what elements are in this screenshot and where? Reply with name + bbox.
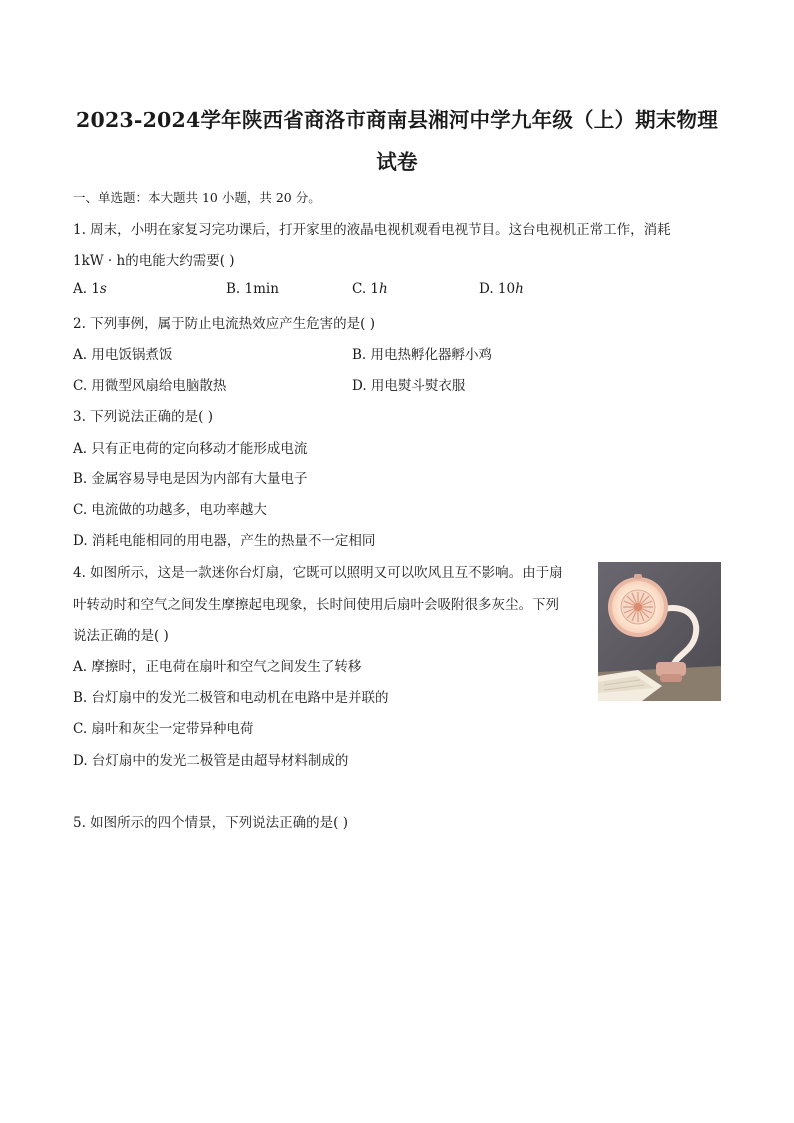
q3-option-c: C. 电流做的功越多，电功率越大	[73, 502, 267, 518]
q5-stem: 5. 如图所示的四个情景，下列说法正确的是( )	[73, 815, 348, 831]
exam-title-line1: 2023-2024学年陕西省商洛市商南县湘河中学九年级（上）期末物理	[76, 108, 718, 132]
q1-option-c: C. 1h	[352, 281, 388, 297]
q1-stem-line1: 1. 周末，小明在家复习完功课后，打开家里的液晶电视机观看电视节目。这台电视机正常工作，消耗	[73, 222, 671, 238]
q3-option-a: A. 只有正电荷的定向移动才能形成电流	[73, 441, 308, 457]
q1-option-b: B. 1min	[226, 281, 279, 297]
q4-stem-line3: 说法正确的是( )	[73, 628, 169, 644]
q2-stem: 2. 下列事例，属于防止电流热效应产生危害的是( )	[73, 316, 375, 332]
q4-option-b: B. 台灯扇中的发光二极管和电动机在电路中是并联的	[73, 690, 389, 706]
section-heading: 一、单选题：本大题共 10 小题，共 20 分。	[73, 190, 321, 205]
q3-stem: 3. 下列说法正确的是( )	[73, 409, 213, 425]
exam-title-line2: 试卷	[376, 150, 418, 174]
q1-stem-line2: 1kW · h的电能大约需要( )	[73, 253, 235, 269]
q4-option-a: A. 摩擦时，正电荷在扇叶和空气之间发生了转移	[73, 659, 362, 675]
q1-option-a: A. 1s	[73, 281, 107, 297]
q1-option-d: D. 10h	[479, 281, 524, 297]
q4-stem-line2: 叶转动时和空气之间发生摩擦起电现象，长时间使用后扇叶会吸附很多灰尘。下列	[73, 597, 559, 613]
q2-option-c: C. 用微型风扇给电脑散热	[73, 378, 227, 394]
q2-option-a: A. 用电饭锅煮饭	[73, 347, 173, 363]
q4-option-c: C. 扇叶和灰尘一定带异种电荷	[73, 721, 254, 737]
q3-option-b: B. 金属容易导电是因为内部有大量电子	[73, 471, 308, 487]
q4-option-d: D. 台灯扇中的发光二极管是由超导材料制成的	[73, 753, 349, 769]
q4-stem-line1: 4. 如图所示，这是一款迷你台灯扇，它既可以照明又可以吹风且互不影响。由于扇	[73, 565, 563, 581]
q2-option-d: D. 用电熨斗熨衣服	[352, 378, 466, 394]
q2-option-b: B. 用电热孵化器孵小鸡	[352, 347, 493, 363]
q3-option-d: D. 消耗电能相同的用电器，产生的热量不一定相同	[73, 533, 376, 549]
lamp-fan-photo	[598, 562, 721, 701]
